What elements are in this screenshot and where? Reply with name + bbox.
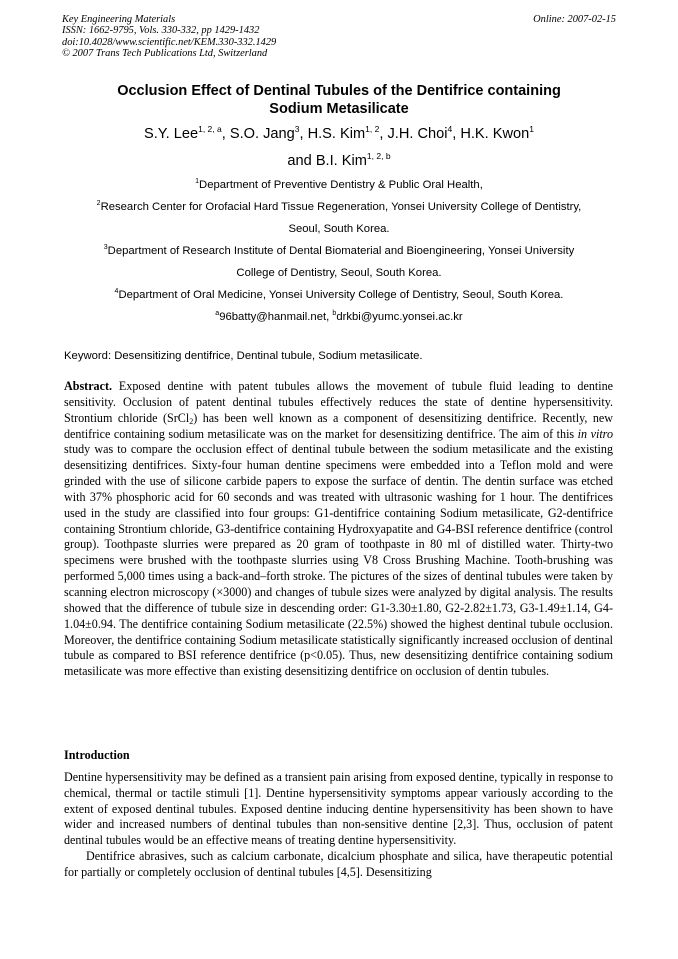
abstract-subscript: 2 bbox=[189, 416, 194, 426]
affiliation-1 bbox=[60, 174, 618, 196]
author-affil-sup: 4 bbox=[447, 124, 453, 134]
paper-title bbox=[62, 82, 616, 118]
journal-name: Key Engineering Materials bbox=[62, 14, 176, 25]
affiliation-text: Research Center for Orofacial Hard Tissue Regeneration, Yonsei University College of Dentistry, bbox=[100, 201, 582, 213]
affiliation-2-cont: Seoul, South Korea. bbox=[288, 223, 390, 235]
email-a[interactable]: 96batty@hanmail.net, bbox=[219, 311, 333, 323]
abstract-label: Abstract. bbox=[64, 379, 113, 393]
affiliation-sup: 2 bbox=[96, 200, 101, 207]
section-heading-introduction: Introduction bbox=[64, 748, 130, 762]
keywords: Keyword: Desensitizing dentifrice, Dentinal tubule, Sodium metasilicate. bbox=[64, 350, 423, 362]
title-line-2: Sodium Metasilicate bbox=[269, 101, 409, 117]
author-name: S.Y. Lee bbox=[143, 126, 199, 142]
affiliation-3 bbox=[60, 240, 618, 262]
affiliations bbox=[60, 174, 618, 328]
author-affil-sup: 1 bbox=[529, 124, 535, 134]
author-affil-sup: 1, 2, b bbox=[366, 151, 391, 161]
title-line-1: Occlusion Effect of Dentinal Tubules of the Dentifrice containing bbox=[117, 83, 561, 99]
email-b[interactable]: drkbi@yumc.yonsei.ac.kr bbox=[336, 311, 463, 323]
affiliation-text: Department of Preventive Dentistry & Public Oral Health, bbox=[199, 179, 483, 191]
abstract-italic: in vitro bbox=[577, 426, 613, 441]
intro-paragraph-1: Dentine hypersensitivity may be defined as a transient pain arising from exposed dentine, typically in response to chemical, thermal or tactile stimuli [1]. Dentine hypersensitivity symptoms appear variously according to the extent of exposed dentinal tubules. Exposed dentine inducing dentine hypersensitivity has been shown to have wider and increased numbers of dentinal tubules than non-sensitive dentine [2,3]. Thus, occlusion of patent dentinal tubules would be an effective means of treating dentine hypersensitivity. bbox=[64, 770, 613, 847]
email-sup: b bbox=[332, 310, 337, 317]
affiliation-sup: 3 bbox=[103, 244, 108, 251]
author-name: , H.K. Kwon bbox=[452, 126, 530, 142]
email-sup: a bbox=[215, 310, 220, 317]
author-affil-sup: 3 bbox=[294, 124, 300, 134]
affiliation-sup: 4 bbox=[114, 288, 119, 295]
author-list bbox=[62, 121, 616, 175]
abstract-text: study was to compare the occlusion effect of dentinal tubule between the sodium metasilicate and the existing desensitizing dentifrices. Sixty-four human dentine specimens were embedded into a Teflon mold and were grinded with the use of silicone carbide papers to expose the surface of dentin. The dentin surface was etched with 37% phosphoric acid for 60 seconds and was treated with ultrasonic washing for 1 hour. The dentifrices used in the study are classified into four groups: G1-dentifrice containing Sodium metasilicate, G2-dentifrice containing Strontium chloride, G3-dentifrice containing Hydroxyapatite and G4-BSI reference dentifrice (control group). Toothpaste slurries were prepared as 20 gram of toothpaste in 80 ml of distilled water. Thirty-two specimens were brushed with the toothpaste slurries using V8 Cross Brushing Machine. Tooth-brushing was performed 5,000 times using a back-and–forth stroke. The pictures of the sizes of dentinal tubules were taken by scanning electron microscopy (×3000) and changes of tubule sizes were analyzed by digital analysis. The results showed that the difference of tubule size in descending order: G1-3.30±1.80, G2-2.82±1.73, G3-1.49±1.14, G4-1.04±0.94. The dentifrice containing Sodium metasilicate (22.5%) showed the highest dentinal tubule occlusion. Moreover, the dentifrice containing Sodium metasilicate statistically significantly increased occlusion of dentinal tubule as compared to BSI reference dentifrice (p<0.05). Thus, new desensitizing dentifrice containing sodium metasilicate was more effective than existing desensitizing dentifrice on occlusion of dentin tubules. bbox=[64, 442, 613, 679]
journal-doi: doi:10.4028/www.scientific.net/KEM.330-332.1429 bbox=[62, 36, 277, 48]
online-date: Online: 2007-02-15 bbox=[533, 14, 616, 25]
journal-copyright: © 2007 Trans Tech Publications Ltd, Switzerland bbox=[62, 47, 268, 59]
journal-header bbox=[62, 14, 616, 59]
author-name: , H.S. Kim bbox=[299, 126, 366, 142]
author-name: , J.H. Choi bbox=[379, 126, 448, 142]
author-affil-sup: 1, 2, a bbox=[198, 124, 222, 134]
author-name: and B.I. Kim bbox=[287, 153, 367, 169]
author-name: , S.O. Jang bbox=[221, 126, 295, 142]
abstract-text: Exposed dentine with patent tubules allows the movement of tubule fluid leading to dentine sensitivity. Occlusion of patent dentinal tubules effectively reduces the state of dentine hypersensitivity. Strontium chloride (SrCl bbox=[64, 379, 613, 425]
author-line-2 bbox=[62, 148, 616, 175]
introduction-body bbox=[64, 770, 613, 880]
affiliation-text: Department of Oral Medicine, Yonsei University College of Dentistry, Seoul, South Korea. bbox=[118, 289, 564, 301]
intro-paragraph-2: Dentifrice abrasives, such as calcium carbonate, dicalcium phosphate and silica, have therapeutic potential for partially or completely occlusion of dentinal tubules [4,5]. Desensitizing bbox=[64, 848, 613, 879]
abstract-text: ) has been well known as a component of desensitizing dentifrice. Recently, new dentifrice containing sodium metasilicate was on the market for desensitizing dentifrice. The aim of this bbox=[64, 410, 613, 441]
abstract bbox=[64, 379, 613, 680]
affiliation-3-cont: College of Dentistry, Seoul, South Korea. bbox=[236, 267, 442, 279]
author-emails bbox=[60, 306, 618, 328]
affiliation-2 bbox=[60, 196, 618, 218]
journal-issn: ISSN: 1662-9795, Vols. 330-332, pp 1429-1432 bbox=[62, 25, 260, 37]
author-line-1 bbox=[62, 121, 616, 148]
affiliation-text: Department of Research Institute of Dental Biomaterial and Bioengineering, Yonsei University bbox=[107, 245, 575, 257]
author-affil-sup: 1, 2 bbox=[365, 124, 380, 134]
affiliation-4 bbox=[60, 284, 618, 306]
affiliation-sup: 1 bbox=[195, 178, 200, 185]
